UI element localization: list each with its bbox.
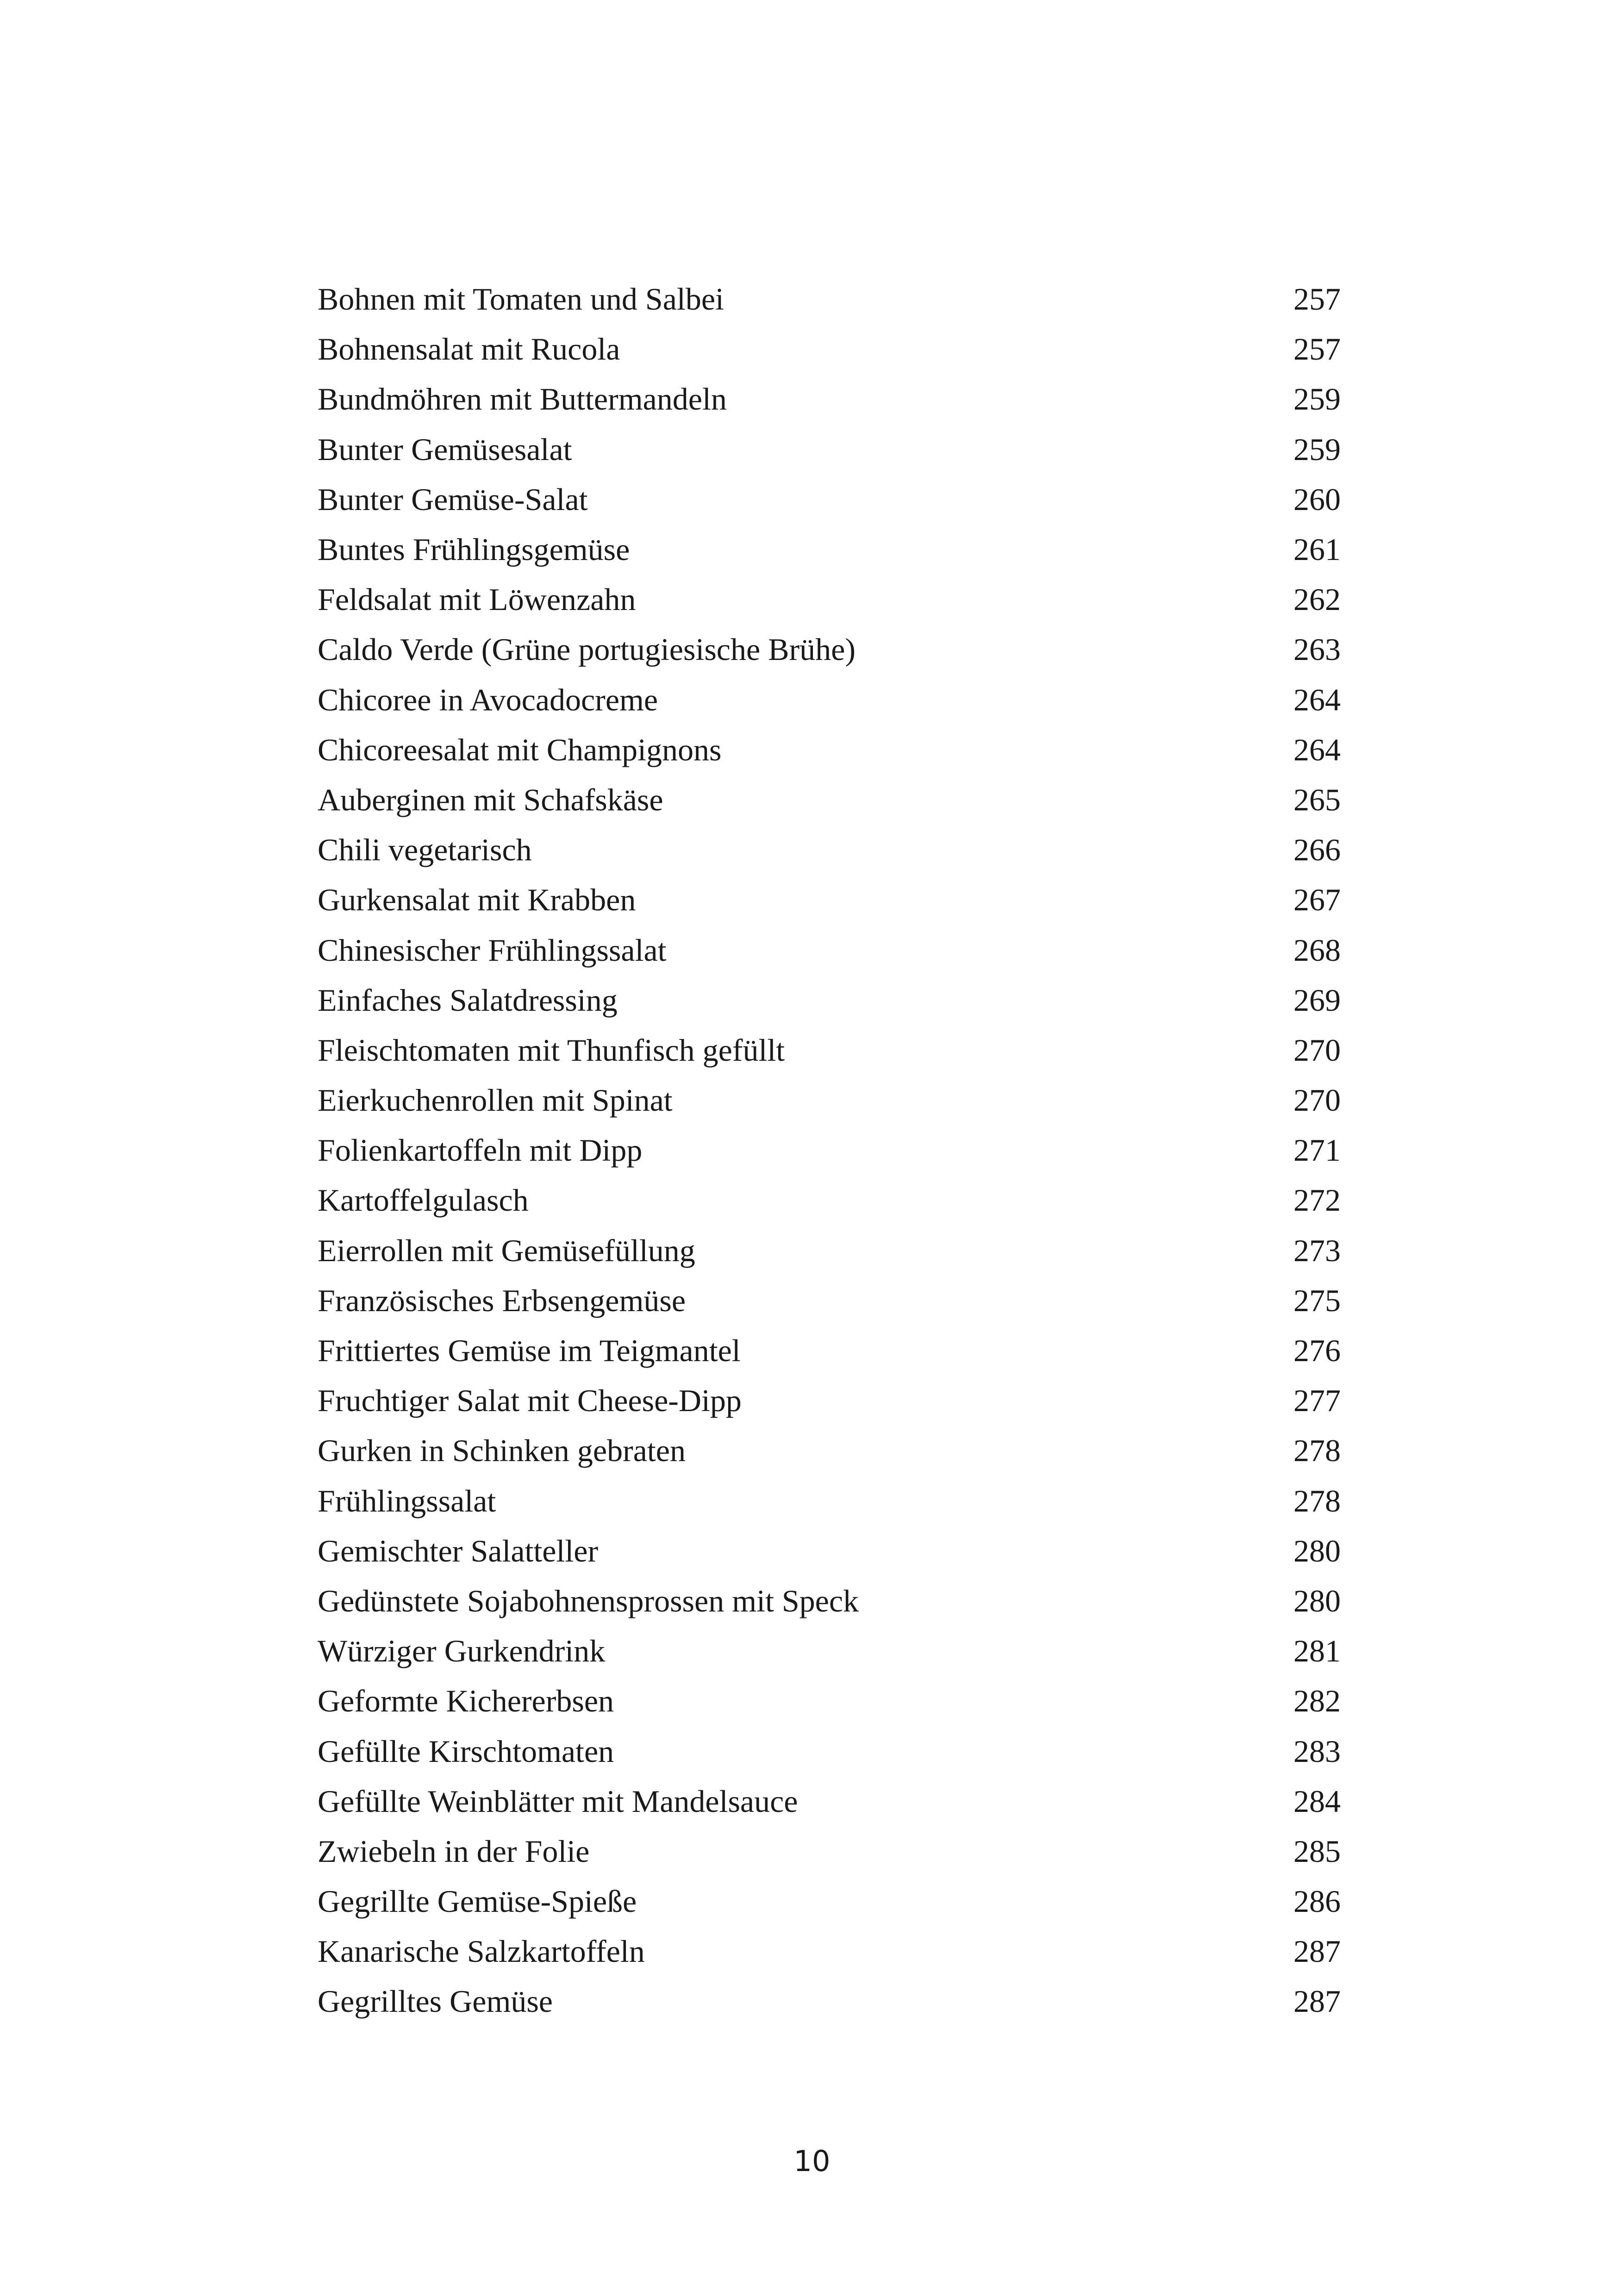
toc-entry-title: Gurkensalat mit Krabben [318,882,636,918]
toc-entry-page: 259 [1293,431,1341,467]
toc-entry-title: Gefüllte Kirschtomaten [318,1733,614,1769]
toc-entry [318,975,1341,1025]
toc-entry-title: Fruchtiger Salat mit Cheese-Dipp [318,1383,742,1419]
toc-entry [318,1676,1341,1726]
toc-entry [318,1226,1341,1276]
toc-entry-title: Würziger Gurkendrink [318,1633,606,1669]
toc-entry-page: 287 [1293,1984,1341,2019]
page-number: 10 [793,2144,831,2178]
toc-entry [318,1476,1341,1526]
toc-entry-title: Gefüllte Weinblätter mit Mandelsauce [318,1783,798,1819]
toc-entry-title: Gemischter Salatteller [318,1533,599,1568]
table-of-contents [318,274,1341,2027]
toc-entry [318,1576,1341,1626]
toc-entry [318,1826,1341,1876]
toc-entry [318,474,1341,524]
toc-entry-title: Bohnensalat mit Rucola [318,331,620,367]
toc-entry-page: 263 [1293,632,1341,667]
toc-entry [318,1125,1341,1175]
toc-entry-page: 278 [1293,1433,1341,1468]
toc-entry-page: 262 [1293,582,1341,617]
toc-entry-page: 264 [1293,682,1341,717]
toc-entry-page: 284 [1293,1783,1341,1819]
toc-entry-page: 275 [1293,1282,1341,1318]
toc-entry-title: Geformte Kichererbsen [318,1683,614,1719]
toc-entry [318,1276,1341,1325]
toc-entry [318,324,1341,374]
toc-entry [318,374,1341,424]
toc-entry-title: Französisches Erbsengemüse [318,1282,686,1318]
toc-entry-page: 259 [1293,381,1341,417]
toc-entry-title: Folienkartoffeln mit Dipp [318,1132,643,1168]
toc-entry-title: Gegrilltes Gemüse [318,1984,553,2019]
toc-entry [318,1325,1341,1375]
toc-entry-title: Chicoreesalat mit Champignons [318,732,722,767]
toc-entry-title: Chili vegetarisch [318,832,532,868]
toc-entry-page: 270 [1293,1032,1341,1068]
toc-entry-title: Chicoree in Avocadocreme [318,682,658,717]
toc-entry [318,1726,1341,1776]
toc-entry-title: Buntes Frühlingsgemüse [318,532,630,567]
toc-entry-title: Caldo Verde (Grüne portugiesische Brühe) [318,632,856,667]
toc-entry-page: 280 [1293,1583,1341,1618]
toc-entry-title: Zwiebeln in der Folie [318,1833,590,1869]
toc-entry-title: Gedünstete Sojabohnensprossen mit Speck [318,1583,859,1618]
toc-entry-page: 269 [1293,982,1341,1018]
toc-entry-title: Feldsalat mit Löwenzahn [318,582,636,617]
toc-entry-page: 281 [1293,1633,1341,1669]
toc-entry [318,1075,1341,1125]
toc-entry [318,1425,1341,1475]
toc-entry-page: 260 [1293,481,1341,517]
toc-entry-title: Fleischtomaten mit Thunfisch gefüllt [318,1032,785,1068]
toc-entry [318,1926,1341,1976]
toc-entry [318,1976,1341,2026]
toc-entry [318,1375,1341,1425]
toc-entry-page: 280 [1293,1533,1341,1568]
toc-entry [318,875,1341,925]
toc-entry-title: Gurken in Schinken gebraten [318,1433,686,1468]
toc-entry-page: 267 [1293,882,1341,918]
toc-entry-title: Bunter Gemüse-Salat [318,481,588,517]
toc-entry-title: Bundmöhren mit Buttermandeln [318,381,727,417]
toc-entry [318,1526,1341,1576]
toc-entry [318,624,1341,674]
toc-entry-title: Frittiertes Gemüse im Teigmantel [318,1333,741,1369]
toc-entry-page: 277 [1293,1383,1341,1419]
toc-entry-title: Kanarische Salzkartoffeln [318,1934,645,1969]
toc-entry [318,524,1341,574]
toc-entry-page: 271 [1293,1132,1341,1168]
toc-entry [318,775,1341,825]
toc-entry-title: Bohnen mit Tomaten und Salbei [318,281,724,317]
toc-entry-title: Chinesischer Frühlingssalat [318,932,667,968]
toc-entry-page: 265 [1293,782,1341,817]
toc-entry-page: 257 [1293,281,1341,317]
toc-entry-page: 285 [1293,1833,1341,1869]
toc-entry [318,1776,1341,1826]
toc-entry-page: 276 [1293,1333,1341,1369]
toc-entry-title: Gegrillte Gemüse-Spieße [318,1884,637,1919]
toc-entry-title: Kartoffelgulasch [318,1182,529,1218]
toc-entry-page: 266 [1293,832,1341,868]
toc-entry-page: 286 [1293,1884,1341,1919]
toc-entry-title: Auberginen mit Schafskäse [318,782,663,817]
toc-entry-title: Frühlingssalat [318,1483,496,1518]
toc-entry [318,574,1341,624]
toc-entry-page: 282 [1293,1683,1341,1719]
toc-entry-title: Bunter Gemüsesalat [318,431,572,467]
toc-entry-page: 287 [1293,1934,1341,1969]
toc-entry [318,725,1341,775]
toc-entry [318,1626,1341,1676]
toc-entry-page: 261 [1293,532,1341,567]
toc-entry [318,675,1341,725]
toc-entry [318,1876,1341,1926]
toc-entry [318,825,1341,875]
toc-entry [318,1025,1341,1075]
toc-entry-page: 283 [1293,1733,1341,1769]
toc-entry-title: Einfaches Salatdressing [318,982,618,1018]
toc-entry-page: 272 [1293,1182,1341,1218]
toc-entry [318,424,1341,474]
toc-entry-page: 270 [1293,1083,1341,1118]
toc-entry-page: 257 [1293,331,1341,367]
toc-entry-page: 278 [1293,1483,1341,1518]
toc-entry [318,1175,1341,1225]
toc-entry-title: Eierrollen mit Gemüsefüllung [318,1232,695,1268]
toc-entry [318,274,1341,324]
toc-entry-title: Eierkuchenrollen mit Spinat [318,1083,673,1118]
toc-entry-page: 264 [1293,732,1341,767]
toc-entry-page: 268 [1293,932,1341,968]
toc-entry-page: 273 [1293,1232,1341,1268]
toc-entry [318,925,1341,975]
